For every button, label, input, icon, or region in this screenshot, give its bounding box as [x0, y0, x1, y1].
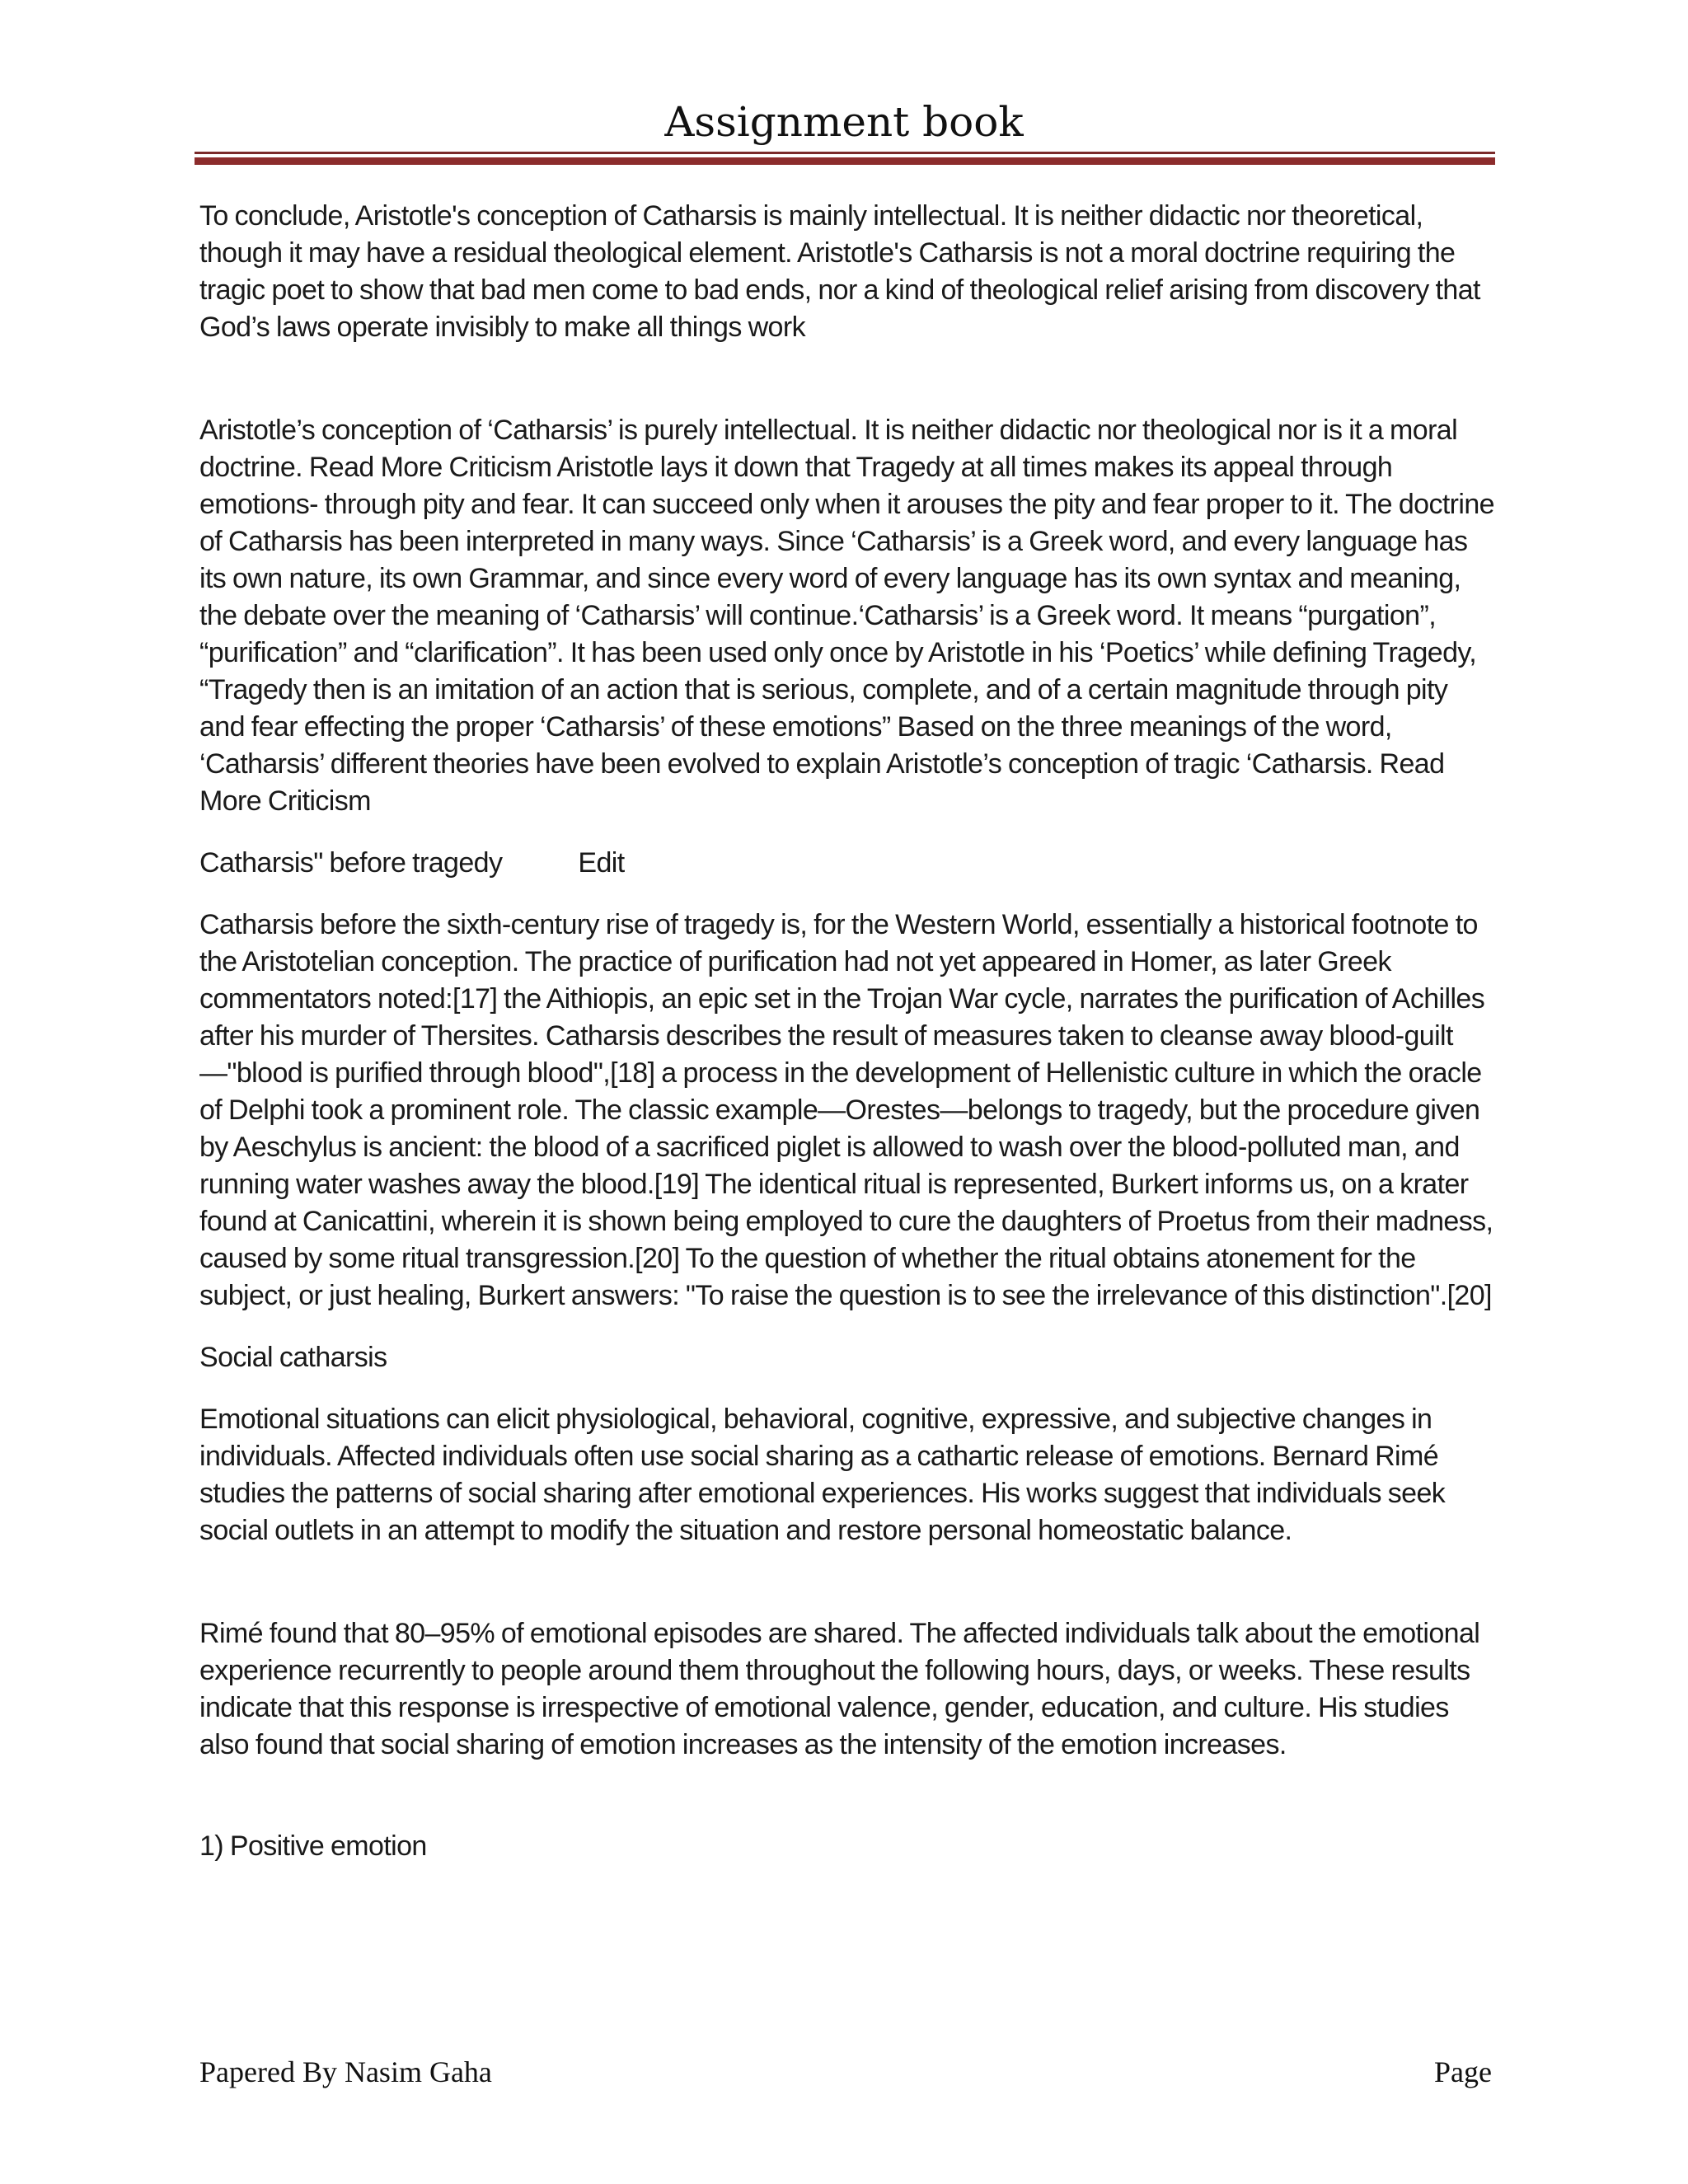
page-header-title: Assignment book [664, 98, 1024, 146]
heading-text: Catharsis" before tragedy [199, 847, 503, 879]
section-heading-positive-emotion: 1) Positive emotion [199, 1830, 427, 1862]
footer-author: Papered By Nasim Gaha [199, 2055, 492, 2088]
paragraph-catharsis-before-tragedy: Catharsis before the sixth-century rise of tragedy is, for the Western World, essentially a historical footnote to the Aristotelian conception. The practice of purification had not yet appeared in Homer, as later Greek commentators noted:[17] the Aithiopis, an epic set in the Trojan War cycle, narrates the purification of Achilles after his murder of Thersites. Catharsis describes the result of measures taken to cleanse away blood-guilt—"blood is purified through blood",[18] a process in the development of Hellenistic culture in which the oracle of Delphi took a prominent role. The classic example—Orestes—belongs to tragedy, but the procedure given by Aeschylus is ancient: the blood of a sacrificed piglet is allowed to wash over the blood-polluted man, and running water washes away the blood.[19] The identical ritual is represented, Burkert informs us, on a krater found at Canicattini, wherein it is shown being employed to cure the daughters of Proetus from their madness, caused by some ritual transgression.[20] To the question of whether the ritual obtains atonement for the subject, or just healing, Burkert answers: "To raise the question is to see the irrelevance of this distinction".[20] [199, 909, 1493, 1311]
paragraph-emotional-situations: Emotional situations can elicit physiological, behavioral, cognitive, expressive, and subjective changes in individuals. Affected individuals often use social sharing as a cathartic release of emotions. Bernard Rimé studies the patterns of social sharing after emotional experiences. His works suggest that individuals seek social outlets in an attempt to modify the situation and restore personal homeostatic balance. [199, 1404, 1446, 1546]
edit-link: Edit [578, 847, 625, 879]
paragraph-rime-findings: Rimé found that 80–95% of emotional episodes are shared. The affected individuals talk about the emotional experience recurrently to people around them throughout the following hours, days, or weeks. These results indicate that this response is irrespective of emotional valence, gender, education, and culture. His studies also found that social sharing of emotion increases as the intensity of the emotion increases. [199, 1618, 1480, 1760]
header-divider-thick [195, 157, 1495, 165]
header-divider-thin [195, 152, 1495, 154]
paragraph-aristotle-conception: Aristotle’s conception of ‘Catharsis’ is purely intellectual. It is neither didactic nor theological nor is it a moral doctrine. Read More Criticism Aristotle lays it down that Tragedy at all times makes its appeal through emotions- through pity and fear. It can succeed only when it arouses the pity and fear proper to it. The doctrine of Catharsis has been interpreted in many ways. Since ‘Catharsis’ is a Greek word, and every language has its own nature, its own Grammar, and since every word of every language has its own syntax and meaning, the debate over the meaning of ‘Catharsis’ will continue.‘Catharsis’ is a Greek word. It means “purgation”, “purification” and “clarification”. It has been used only once by Aristotle in his ‘Poetics’ while defining Tragedy, “Tragedy then is an imitation of an action that is serious, complete, and of a certain magnitude through pity and fear effecting the proper ‘Catharsis’ of these emotions” Based on the three meanings of the word, ‘Catharsis’ different theories have been evolved to explain Aristotle’s conception of tragic ‘Catharsis. Read More Criticism [199, 415, 1494, 817]
document-body [199, 198, 1495, 1865]
paragraph-conclusion: To conclude, Aristotle's conception of Catharsis is mainly intellectual. It is neither didactic nor theoretical, though it may have a residual theological element. Aristotle's Catharsis is not a moral doctrine requiring the tragic poet to show that bad men come to bad ends, nor a kind of theological relief arising from discovery that God’s laws operate invisibly to make all things work [199, 200, 1480, 343]
footer-page-label: Page [1434, 2055, 1492, 2088]
section-heading-catharsis-before-tragedy [199, 845, 1495, 882]
header-divider [195, 152, 1495, 165]
section-heading-social-catharsis: Social catharsis [199, 1342, 387, 1373]
